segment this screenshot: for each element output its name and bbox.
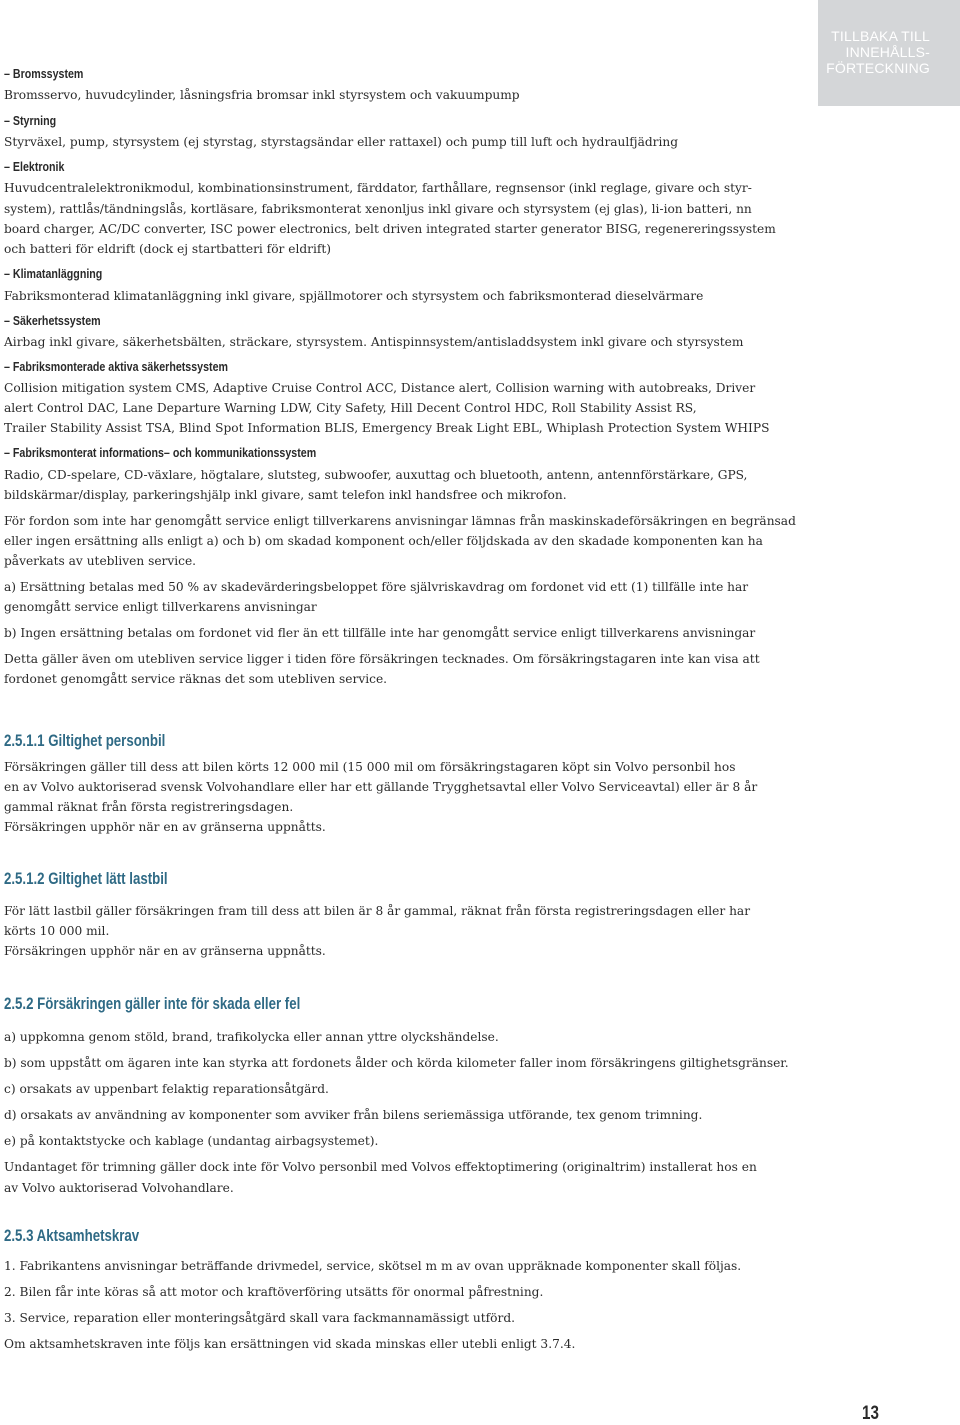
text-line: bildskärmar/display, parkeringshjälp inkl givare, samt telefon inkl handsfree och mikrofon. bbox=[4, 488, 567, 502]
text-line: system), rattlås/tändningslås, kortläsare, fabriksmonterat xenonljus inkl givare och styrsystem (ej glas), li-ion batteri, nn bbox=[4, 202, 752, 216]
subsection-label: – Styrning bbox=[4, 113, 57, 128]
text-line: påverkats av utebliven service. bbox=[4, 554, 197, 568]
text-line: Huvudcentralelektronikmodul, kombinationsinstrument, färddator, farthållare, regnsensor (inkl reglage, givare och styr- bbox=[4, 181, 752, 195]
text-line: 3. Service, reparation eller monteringsåtgärd skall vara fackmannamässigt utförd. bbox=[4, 1311, 516, 1325]
text-line: Undantaget för trimning gäller dock inte för Volvo personbil med Volvos effektoptimering (originaltrim) installerat hos en bbox=[4, 1160, 757, 1174]
text-line: Radio, CD-spelare, CD-växlare, högtalare, slutsteg, subwoofer, auxuttag och bluetooth, antenn, antennförstärkare, GPS, bbox=[4, 468, 748, 482]
subsection-label: – Elektronik bbox=[4, 159, 65, 174]
section-heading: 2.5.3 Aktsamhetskrav bbox=[4, 1226, 140, 1245]
text-line: 2. Bilen får inte köras så att motor och kraftöverföring utsätts för onormal påfrestning. bbox=[4, 1285, 544, 1299]
back-label-line-2: INNEHÅLLS- bbox=[845, 44, 930, 60]
subsection-label: – Fabriksmonterade aktiva säkerhetssystem bbox=[4, 359, 228, 374]
text-line: b) som uppstått om ägaren inte kan styrka att fordonets ålder och körda kilometer faller inom försäkringens giltighetsgränser. bbox=[4, 1056, 789, 1070]
section-heading: 2.5.1.2 Giltighet lätt lastbil bbox=[4, 869, 168, 888]
back-to-contents-button[interactable] bbox=[818, 0, 960, 106]
text-line: gammal räknat från första registreringsdagen. bbox=[4, 800, 294, 814]
subsection-label: – Klimatanläggning bbox=[4, 266, 103, 281]
back-label-line-3: FÖRTECKNING bbox=[826, 60, 930, 76]
page-number: 13 bbox=[862, 1403, 879, 1424]
subsection-label: – Fabriksmonterat informations– och kommunikationssystem bbox=[4, 445, 317, 460]
text-line: alert Control DAC, Lane Departure Warning LDW, City Safety, Hill Decent Control HDC, Roll Stability Assist RS, bbox=[4, 401, 697, 415]
text-line: en av Volvo auktoriserad svensk Volvohandlare eller har ett gällande Trygghetsavtal eller Volvo Serviceavtal) eller är 8 år bbox=[4, 780, 758, 794]
section-heading: 2.5.2 Försäkringen gäller inte för skada eller fel bbox=[4, 994, 301, 1013]
back-label-line-1: TILLBAKA TILL bbox=[831, 28, 930, 44]
text-line: Collision mitigation system CMS, Adaptive Cruise Control ACC, Distance alert, Collision warning with autobreaks, Driver bbox=[4, 381, 756, 395]
text-line: Trailer Stability Assist TSA, Blind Spot Information BLIS, Emergency Break Light EBL, Whiplash Protection System WHIPS bbox=[4, 421, 770, 435]
text-line: Försäkringen upphör när en av gränserna uppnåtts. bbox=[4, 944, 326, 958]
text-line: Fabriksmonterad klimatanläggning inkl givare, spjällmotorer och styrsystem och fabriksmonterad dieselvärmare bbox=[4, 289, 704, 303]
text-line: Försäkringen gäller till dess att bilen körts 12 000 mil (15 000 mil om försäkringstagaren köpt sin Volvo personbil hos bbox=[4, 760, 736, 774]
text-line: genomgått service enligt tillverkarens anvisningar bbox=[4, 600, 317, 614]
text-line: 1. Fabrikantens anvisningar beträffande drivmedel, service, skötsel m m av ovan uppräknade komponenter skall följas. bbox=[4, 1259, 742, 1273]
text-line: board charger, AC/DC converter, ISC power electronics, belt driven integrated starter generator BISG, regenereringssystem bbox=[4, 222, 776, 236]
text-line: Styrväxel, pump, styrsystem (ej styrstag, styrstagsändar eller rattaxel) och pump till luft och hydraulfjädring bbox=[4, 135, 679, 149]
text-line: a) uppkomna genom stöld, brand, trafikolycka eller annan yttre olyckshändelse. bbox=[4, 1030, 499, 1044]
text-line: c) orsakats av uppenbart felaktig reparationsåtgärd. bbox=[4, 1082, 329, 1096]
text-line: av Volvo auktoriserad Volvohandlare. bbox=[4, 1181, 234, 1195]
text-line: Försäkringen upphör när en av gränserna uppnåtts. bbox=[4, 820, 326, 834]
text-line: d) orsakats av användning av komponenter som avviker från bilens seriemässiga utförande, tex genom trimning. bbox=[4, 1108, 703, 1122]
text-line: b) Ingen ersättning betalas om fordonet vid fler än ett tillfälle inte har genomgått service enligt tillverkarens anvisningar bbox=[4, 626, 756, 640]
text-line: Om aktsamhetskraven inte följs kan ersättningen vid skada minskas eller utebli enligt 3.7.4. bbox=[4, 1337, 576, 1351]
text-line: e) på kontaktstycke och kablage (undantag airbagsystemet). bbox=[4, 1134, 379, 1148]
text-line: Airbag inkl givare, säkerhetsbälten, sträckare, styrsystem. Antispinnsystem/antisladdsystem inkl givare och styrsystem bbox=[4, 335, 744, 349]
text-line: och batteri för eldrift (dock ej startbatteri för eldrift) bbox=[4, 242, 332, 256]
text-line: fordonet genomgått service räknas det som utebliven service. bbox=[4, 672, 388, 686]
text-line: Detta gäller även om utebliven service ligger i tiden före försäkringen tecknades. Om försäkringstagaren inte kan visa att bbox=[4, 652, 760, 666]
text-line: För fordon som inte har genomgått service enligt tillverkarens anvisningar lämnas från maskinskadeförsäkringen en begränsad bbox=[4, 514, 796, 528]
text-line: Bromsservo, huvudcylinder, låsningsfria bromsar inkl styrsystem och vakuumpump bbox=[4, 88, 520, 102]
subsection-label: – Bromssystem bbox=[4, 66, 84, 81]
text-line: För lätt lastbil gäller försäkringen fram till dess att bilen är 8 år gammal, räknat från första registreringsdagen eller har bbox=[4, 904, 751, 918]
section-heading: 2.5.1.1 Giltighet personbil bbox=[4, 731, 166, 750]
text-line: eller ingen ersättning alls enligt a) och b) om skadad komponent och/eller följdskada av den skadade komponenten kan ha bbox=[4, 534, 763, 548]
text-line: körts 10 000 mil. bbox=[4, 924, 110, 938]
text-line: a) Ersättning betalas med 50 % av skadevärderingsbeloppet före självriskavdrag om fordonet vid ett (1) tillfälle inte har bbox=[4, 580, 749, 594]
subsection-label: – Säkerhetssystem bbox=[4, 313, 101, 328]
